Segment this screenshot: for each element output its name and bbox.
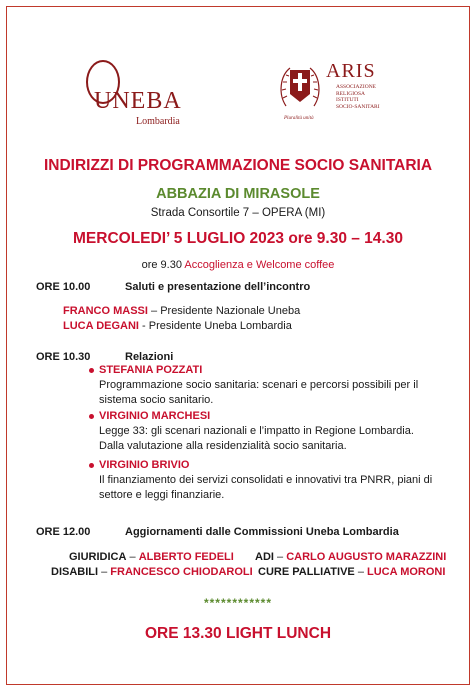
uneba-logo-subtitle: Lombardia: [136, 116, 180, 127]
talk-line: Programmazione socio sanitaria: scenari e percorsi possibili per il: [99, 379, 419, 391]
commission-row: CURE PALLIATIVE – LUCA MORONI: [258, 566, 446, 578]
page-border: [6, 6, 470, 685]
speaker-role: – Presidente Nazionale Uneba: [151, 305, 301, 317]
session1-title: Saluti e presentazione dell’incontro: [125, 281, 311, 293]
talk-line: sistema socio sanitario.: [99, 394, 214, 406]
speaker-name: LUCA DEGANI: [63, 320, 139, 332]
commission-member: LUCA MORONI: [367, 566, 446, 578]
bullet-icon: [89, 414, 94, 419]
speaker-role: - Presidente Uneba Lombardia: [142, 320, 292, 332]
event-date: MERCOLEDI’ 5 LUGLIO 2023 ore 9.30 – 14.30: [73, 230, 403, 247]
commission-member: ALBERTO FEDELI: [138, 551, 234, 563]
star-divider: ************: [203, 596, 273, 610]
session2-time: ORE 10.30: [36, 351, 91, 363]
page-title: INDIRIZZI DI PROGRAMMAZIONE SOCIO SANITARIA: [43, 157, 433, 174]
talk-speaker: VIRGINIO MARCHESI: [99, 410, 211, 422]
lunch-line: ORE 13.30 LIGHT LUNCH: [144, 625, 332, 642]
commission-label: DISABILI: [51, 566, 99, 578]
venue-address: Strada Consortile 7 – OPERA (MI): [150, 207, 326, 219]
aris-emblem-icon: [278, 60, 322, 118]
aris-motto: Pluralità unità: [284, 116, 314, 121]
bullet-icon: [89, 463, 94, 468]
session1-time: ORE 10.00: [36, 281, 91, 293]
aris-logo-subtitle: ASSOCIAZIONE RELIGIOSA ISTITUTI SOCIO-SANITARI: [336, 84, 380, 110]
talk-line: Il finanziamento dei servizi consolidati e innovativi tra PNRR, piani di: [99, 474, 433, 486]
uneba-logo-text: UNEBA: [94, 88, 182, 114]
aris-logo: [278, 58, 398, 122]
session3-title: Aggiornamenti dalle Commissioni Uneba Lombardia: [125, 526, 399, 538]
uneba-logo: [82, 60, 192, 132]
speaker-row: [63, 320, 292, 332]
commission-member: FRANCESCO CHIODAROLI: [110, 566, 253, 578]
commission-label: GIURIDICA: [69, 551, 127, 563]
commission-member: CARLO AUGUSTO MARAZZINI: [286, 551, 447, 563]
speaker-name: FRANCO MASSI: [63, 305, 148, 317]
venue-name: ABBAZIA DI MIRASOLE: [156, 186, 320, 202]
commission-row: DISABILI – FRANCESCO CHIODAROLI: [51, 566, 253, 578]
talk-speaker: VIRGINIO BRIVIO: [99, 459, 190, 471]
commission-label: ADI: [255, 551, 274, 563]
welcome-text: Accoglienza e Welcome coffee: [184, 259, 335, 271]
aris-logo-text: ARIS: [326, 60, 376, 82]
talk-line: settore e leggi finanziarie.: [99, 489, 225, 501]
welcome-line: [0, 259, 476, 271]
bullet-icon: [89, 368, 94, 373]
session3-time: ORE 12.00: [36, 526, 91, 538]
talk-speaker: STEFANIA POZZATI: [99, 364, 203, 376]
welcome-time: ore 9.30: [141, 259, 182, 271]
commission-row: GIURIDICA – ALBERTO FEDELI: [69, 551, 234, 563]
talk-line: Dalla valutazione alla residenzialità socio sanitaria.: [99, 440, 347, 452]
speaker-row: [63, 305, 300, 317]
session2-title: Relazioni: [125, 351, 174, 363]
commission-row: ADI – CARLO AUGUSTO MARAZZINI: [255, 551, 447, 563]
talk-line: Legge 33: gli scenari nazionali e l’impatto in Regione Lombardia.: [99, 425, 414, 437]
commission-label: CURE PALLIATIVE: [258, 566, 355, 578]
